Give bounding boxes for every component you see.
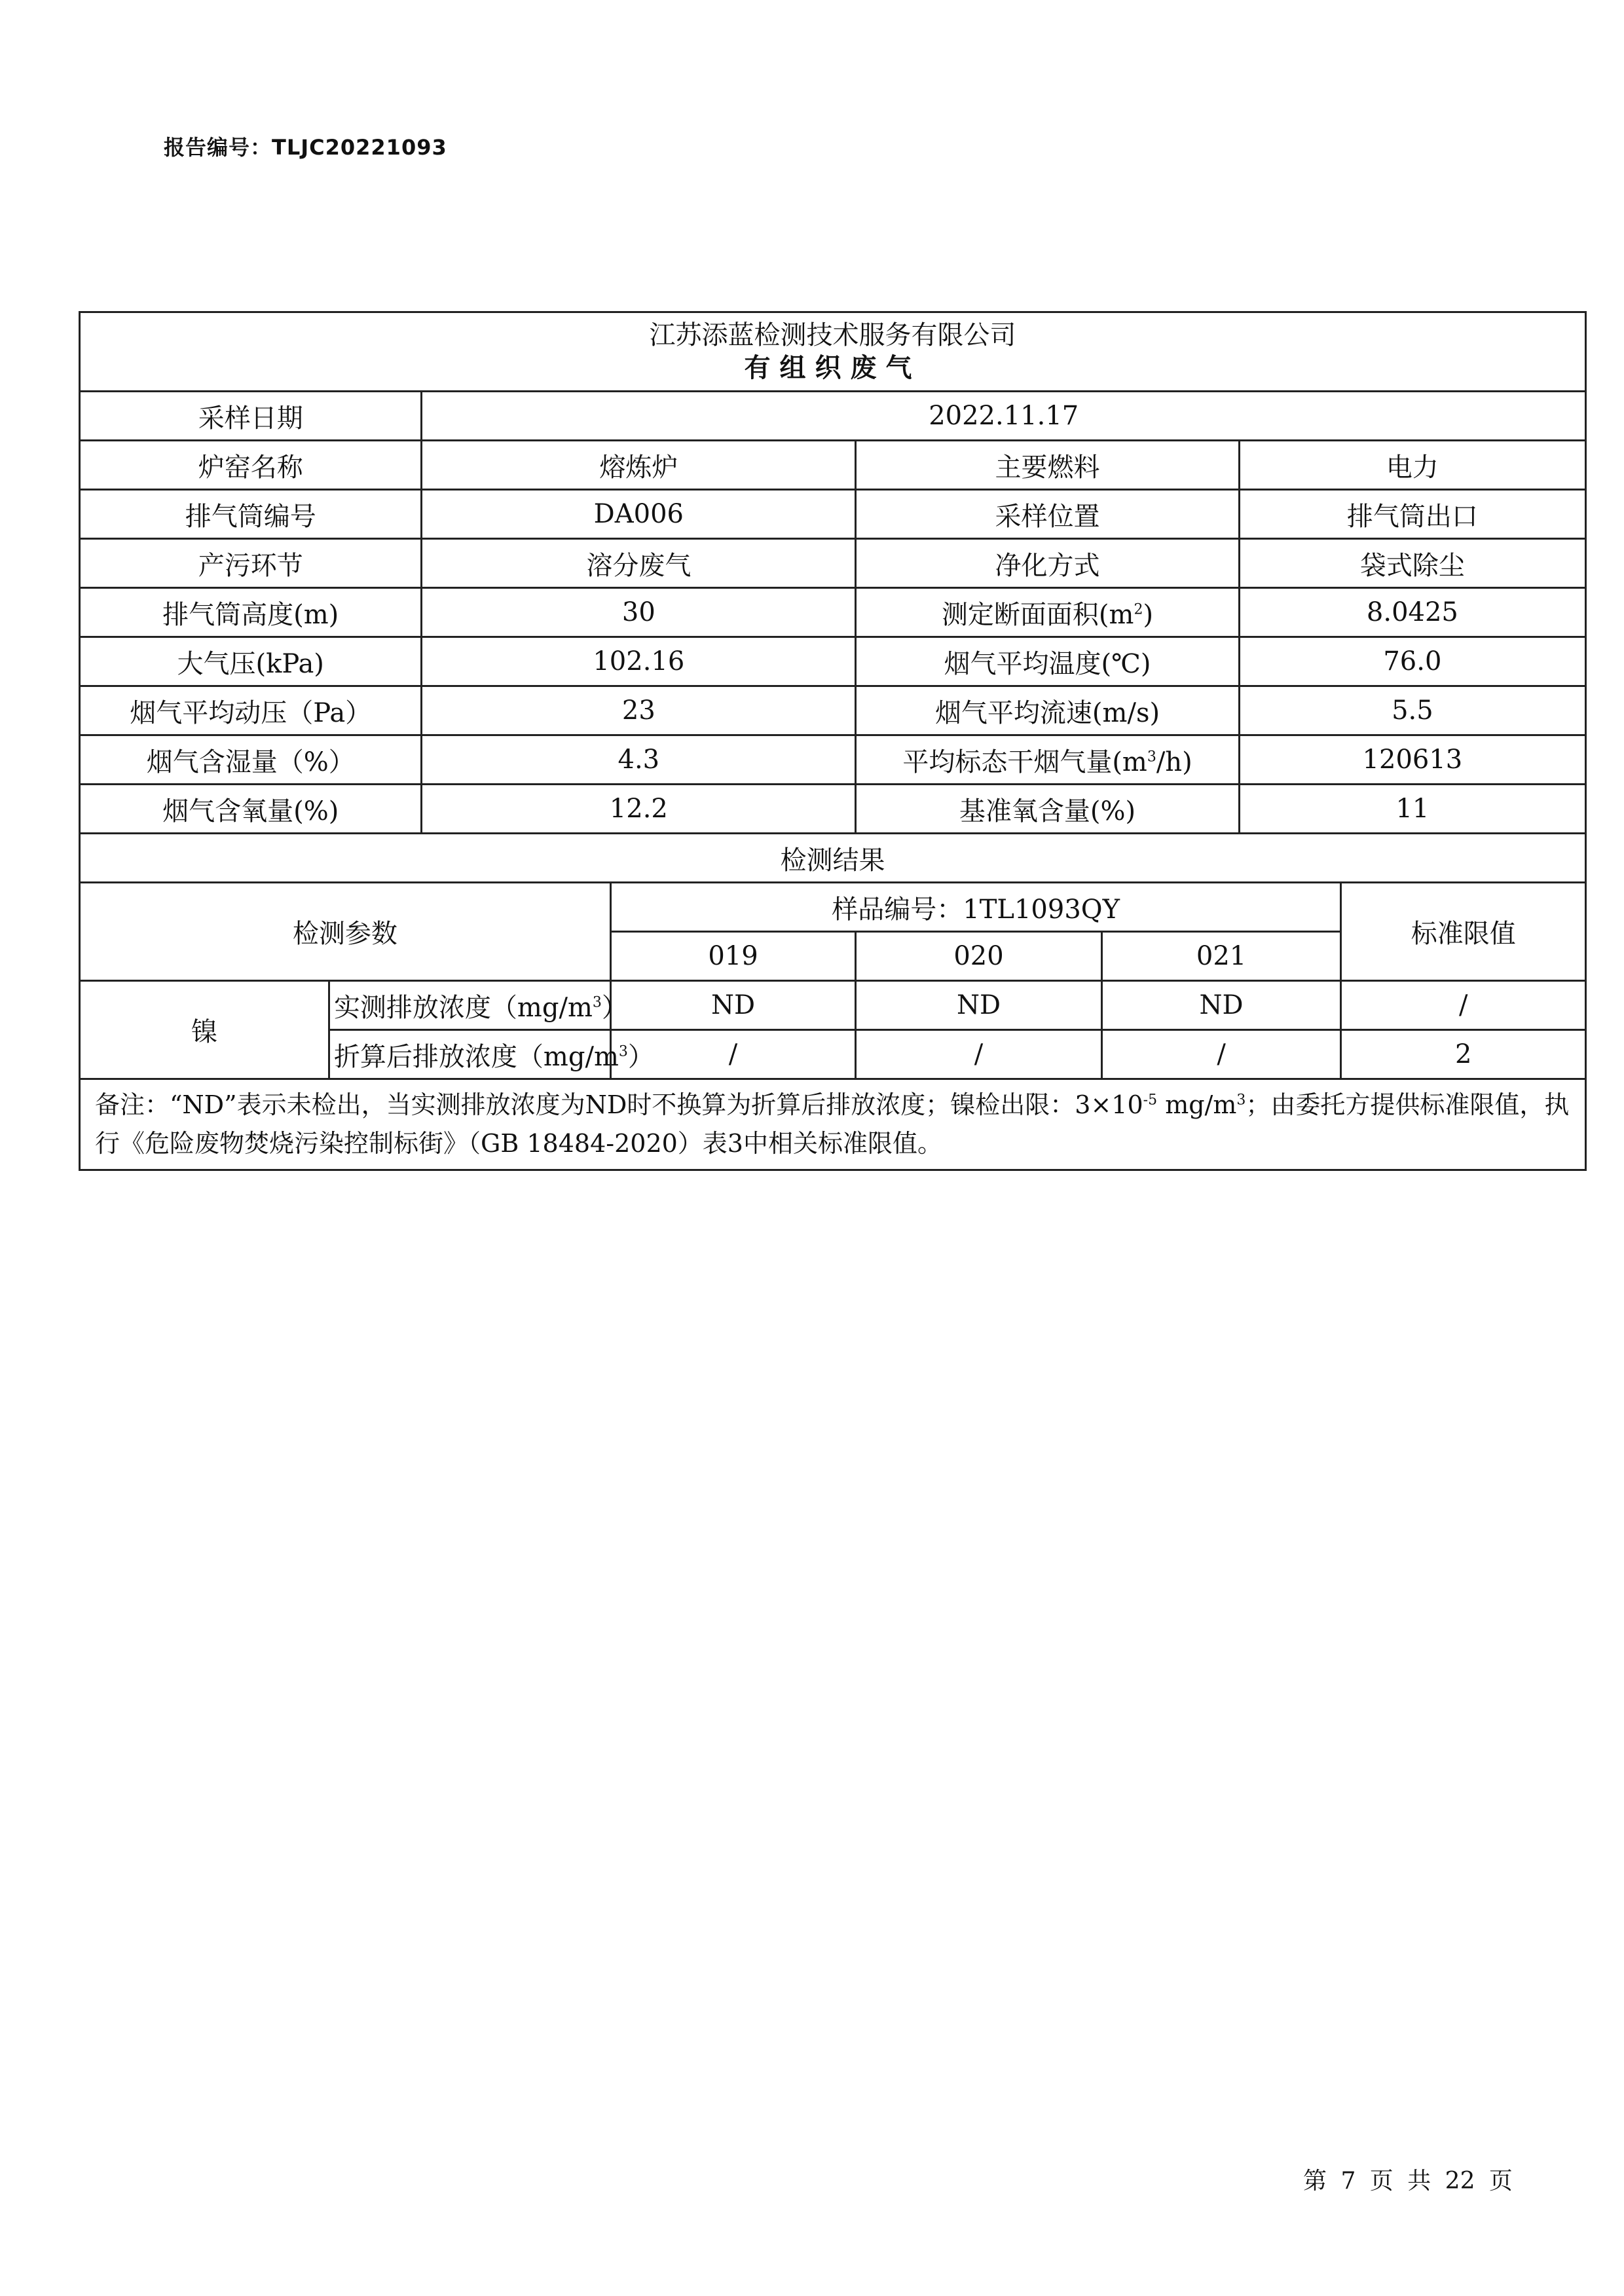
- sampling-date-label: 采样日期: [80, 392, 422, 441]
- info-value: 12.2: [422, 785, 856, 834]
- results-section-title: 检测结果: [80, 834, 1586, 883]
- info-row: [80, 637, 1586, 686]
- info-value: 102.16: [422, 637, 856, 686]
- info-label: 主要燃料: [856, 441, 1240, 490]
- info-value: 溶分废气: [422, 539, 856, 588]
- info-row: [80, 588, 1586, 637]
- info-value: 8.0425: [1239, 588, 1585, 637]
- info-value: 袋式除尘: [1239, 539, 1585, 588]
- info-row: [80, 735, 1586, 785]
- result-value: ND: [1101, 981, 1341, 1030]
- info-label: 烟气平均动压（Pa）: [80, 686, 422, 735]
- result-value: /: [1101, 1030, 1341, 1079]
- document-title: 有组织废气: [744, 352, 921, 383]
- info-label: 基准氧含量(%): [856, 785, 1240, 834]
- report-number: 报告编号：TLJC20221093: [164, 135, 447, 160]
- param-header: 检测参数: [80, 883, 611, 981]
- result-value: /: [610, 1030, 855, 1079]
- sample-id: 019: [610, 932, 855, 981]
- info-row: [80, 539, 1586, 588]
- info-label: 排气筒高度(m): [80, 588, 422, 637]
- info-value: 5.5: [1239, 686, 1585, 735]
- info-value: 排气筒出口: [1239, 490, 1585, 539]
- info-label: 大气压(kPa): [80, 637, 422, 686]
- measured-label: 实测排放浓度$(mg/m^3)$: [329, 981, 610, 1030]
- info-row: [80, 441, 1586, 490]
- info-label: 烟气平均流速(m/s): [856, 686, 1240, 735]
- page-number: 第 7 页 共 22 页: [1303, 2168, 1513, 2194]
- converted-label: 折算后排放浓度$(mg/m^3)$: [329, 1030, 610, 1079]
- limit-value: 2: [1341, 1030, 1586, 1079]
- info-value: 电力: [1239, 441, 1585, 490]
- remarks: 备注：“ND”表示未检出，当实测排放浓度为ND时不换算为折算后排放浓度；镍检出限：$3\times 10^{-5}$ $mg/m^3$；由委托方提供标准限值，执行《危险废物焚烧污染控制标街》（GB 18484-2020）表3中相关标准限值。: [80, 1079, 1586, 1170]
- exhaust-gas-report-table: [79, 311, 1587, 1171]
- report-header: [80, 312, 1586, 392]
- info-row: [80, 785, 1586, 834]
- info-value: 4.3: [422, 735, 856, 785]
- result-value: ND: [610, 981, 855, 1030]
- info-label: 净化方式: [856, 539, 1240, 588]
- info-row: [80, 686, 1586, 735]
- measured-row: [80, 981, 1586, 1030]
- info-value: 23: [422, 686, 856, 735]
- info-label: 测定断面面积$(m^2)$: [856, 588, 1240, 637]
- sampling-date-value: 2022.11.17: [422, 392, 1586, 441]
- result-value: /: [856, 1030, 1101, 1079]
- sample-id: 020: [856, 932, 1101, 981]
- info-value: 120613: [1239, 735, 1585, 785]
- info-label: 烟气含湿量（%）: [80, 735, 422, 785]
- sample-number-header: 样品编号：1TL1093QY: [610, 883, 1341, 932]
- limit-value: /: [1341, 981, 1586, 1030]
- info-value: 11: [1239, 785, 1585, 834]
- info-label: 产污环节: [80, 539, 422, 588]
- info-label: 烟气含氧量(%): [80, 785, 422, 834]
- info-value: 熔炼炉: [422, 441, 856, 490]
- info-label: 烟气平均温度(℃): [856, 637, 1240, 686]
- limit-header: 标准限值: [1341, 883, 1586, 981]
- info-label: 排气筒编号: [80, 490, 422, 539]
- pollutant-name: 镍: [80, 981, 329, 1079]
- info-label: 采样位置: [856, 490, 1240, 539]
- company-name: 江苏添蓝检测技术服务有限公司: [649, 320, 1016, 350]
- result-value: ND: [856, 981, 1101, 1030]
- info-row: [80, 490, 1586, 539]
- info-value: 30: [422, 588, 856, 637]
- info-label: 炉窑名称: [80, 441, 422, 490]
- info-value: DA006: [422, 490, 856, 539]
- info-value: 76.0: [1239, 637, 1585, 686]
- sample-id: 021: [1101, 932, 1341, 981]
- info-label: 平均标态干烟气量$(m^3/h)$: [856, 735, 1240, 785]
